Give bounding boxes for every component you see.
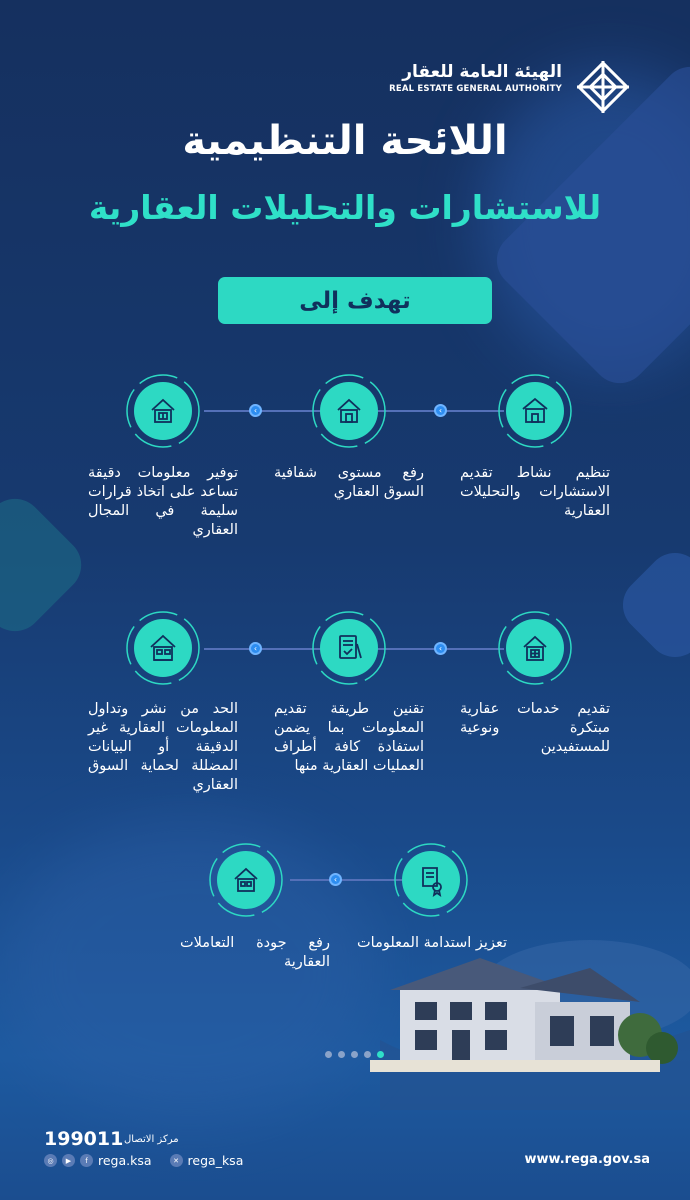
house-icon (311, 373, 387, 449)
page-indicator (325, 1051, 384, 1058)
aim-text-8: رفع جودة التعاملات العقارية (180, 935, 330, 970)
aim-text-3: توفير معلومات دقيقة تساعد على اتخاذ قرارات سليمة في المجال العقاري (88, 465, 238, 538)
chevron-left-icon: ‹ (434, 642, 447, 655)
house-illustration (370, 930, 690, 1110)
house-door-icon (125, 610, 201, 686)
website-url: www.rega.gov.sa (524, 1152, 650, 1167)
x-twitter-icon: ✕ (170, 1154, 183, 1167)
aim-text-7: تعزيز استدامة المعلومات (357, 935, 507, 951)
aim-text-5: تقنين طريقة تقديم المعلومات بما يضمن استفادة كافة أطراف العمليات العقارية منها (274, 701, 424, 774)
social-handle-1: rega.ksa (98, 1153, 152, 1168)
page-dot (325, 1051, 332, 1058)
aim-text-1: تنظيم نشاط تقديم الاستشارات والتحليلات العقارية (460, 465, 610, 519)
page-dot (351, 1051, 358, 1058)
page-dot (338, 1051, 345, 1058)
social-handles (44, 1153, 243, 1168)
chevron-left-icon: ‹ (249, 404, 262, 417)
bg-diamond-shape (611, 541, 690, 668)
instagram-icon: ◎ (44, 1154, 57, 1167)
bg-diamond-shape (0, 487, 93, 643)
contact-phone-number: 199011 (44, 1128, 124, 1150)
house-quality-icon (208, 842, 284, 918)
chevron-left-icon: ‹ (329, 873, 342, 886)
building-icon (497, 373, 573, 449)
authority-name-arabic: الهيئة العامة للعقار (402, 62, 562, 82)
house-grid-icon (125, 373, 201, 449)
rega-logo-icon (572, 56, 634, 118)
social-handle-2: rega_ksa (187, 1153, 244, 1168)
aim-text-4: تقديم خدمات عقارية مبتكرة ونوعية للمستفيدين (460, 701, 610, 755)
connector-line (290, 879, 410, 881)
page-dot (364, 1051, 371, 1058)
aim-text-6: الحد من نشر وتداول المعلومات العقارية غير الدقيقة أو البيانات المضللة لحماية السوق العقاري (88, 701, 238, 793)
page-title: اللائحة التنظيمية (182, 118, 508, 164)
certificate-icon (393, 842, 469, 918)
chevron-left-icon: ‹ (434, 404, 447, 417)
facebook-icon: f (80, 1154, 93, 1167)
page-subtitle: للاستشارات والتحليلات العقارية (88, 188, 602, 227)
contact-center-label: مركز الاتصال (124, 1134, 179, 1145)
authority-name-english: REAL ESTATE GENERAL AUTHORITY (389, 84, 562, 94)
chevron-left-icon: ‹ (249, 642, 262, 655)
document-pen-icon (311, 610, 387, 686)
youtube-icon: ▶ (62, 1154, 75, 1167)
page-dot-active (377, 1051, 384, 1058)
aim-text-2: رفع مستوى شفافية السوق العقاري (274, 465, 424, 500)
house-window-icon (497, 610, 573, 686)
aims-badge: تهدف إلى (218, 277, 492, 324)
